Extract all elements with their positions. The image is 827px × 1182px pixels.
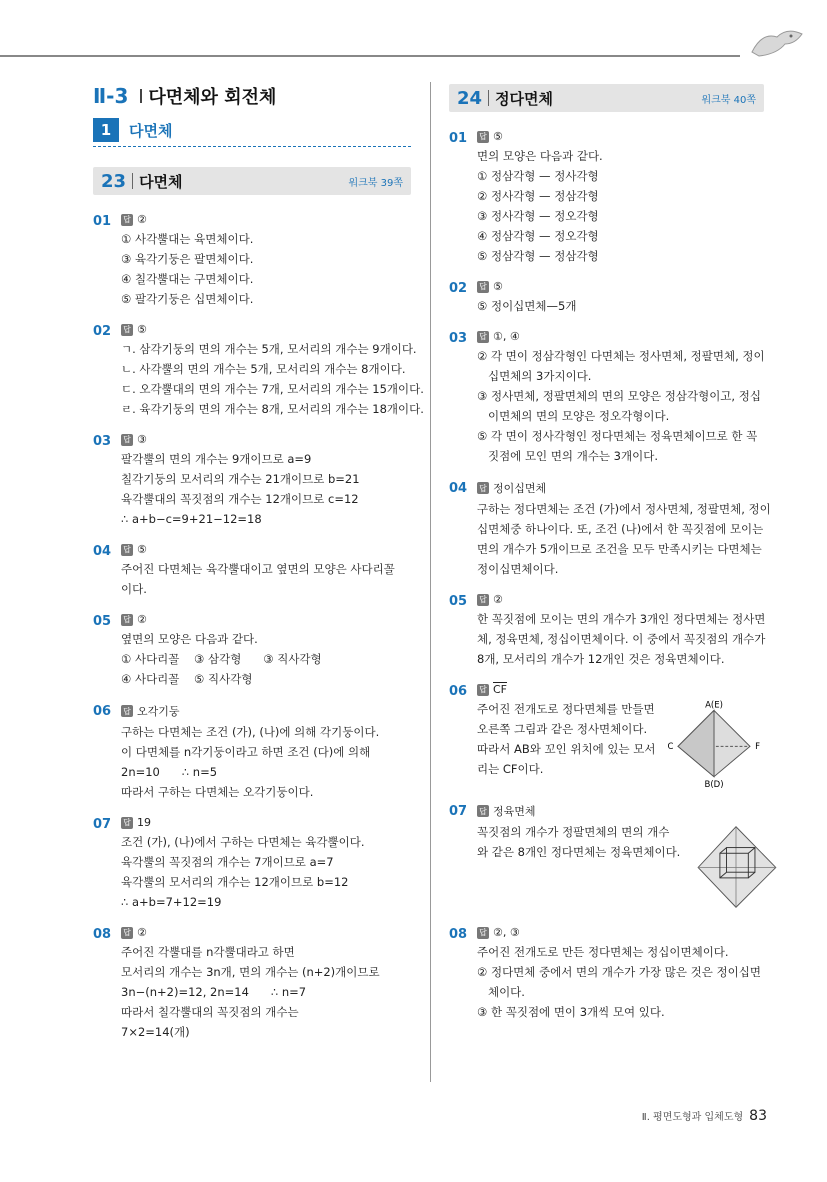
problem-number: 08 <box>93 927 112 942</box>
workbook-reference: 워크북 40쪽 <box>701 94 756 106</box>
problem-number: 04 <box>449 481 468 496</box>
problem-item <box>93 323 424 419</box>
answer-icon: 답 <box>121 544 133 556</box>
solution-line: ㄴ. 사각뿔의 면의 개수는 5개, 모서리의 개수는 8개이다. <box>121 362 406 376</box>
problem-item <box>93 926 411 1042</box>
solution-line: ⑤ 정이십면체—5개 <box>477 299 577 313</box>
answer-text: 오각기둥 <box>137 705 180 718</box>
answer-text: ② <box>137 213 147 226</box>
problem-body <box>121 213 411 309</box>
solution-line: ㄹ. 육각기둥의 면의 개수는 8개, 모서리의 개수는 18개이다. <box>121 402 424 416</box>
solution-line: 주어진 각뿔대를 n각뿔대라고 하면 <box>121 945 295 959</box>
solution-line: ⑤ 각 면이 정사각형인 정다면체는 정육면체이므로 한 꼭 <box>477 429 758 443</box>
answer-row <box>121 926 411 939</box>
topic-number: 23 <box>101 170 127 192</box>
solution-line: 3n−(n+2)=12, 2n=14 ∴ n=7 <box>121 985 307 999</box>
solution-line: ㄷ. 오각뿔대의 면의 개수는 7개, 모서리의 개수는 15개이다. <box>121 382 424 396</box>
answer-row <box>477 280 764 293</box>
answer-text: ②, ③ <box>493 926 520 939</box>
column-divider <box>430 82 431 1082</box>
solution-line: 7×2=14(개) <box>121 1025 190 1039</box>
answer-text: $\overline{CF}$ <box>493 683 508 696</box>
problem-number: 03 <box>449 331 468 346</box>
problem-item <box>449 330 764 466</box>
answer-icon: 답 <box>477 331 489 343</box>
section-header <box>93 118 411 147</box>
solution-line: 육각뿔의 꼭짓점의 개수는 7개이므로 a=7 <box>121 855 334 869</box>
answer-icon: 답 <box>477 805 489 817</box>
solution-line: ⑤ 팔각기둥은 십면체이다. <box>121 292 254 306</box>
topic-separator <box>132 173 133 189</box>
answer-row <box>121 543 411 556</box>
solution-line: ② 정다면체 중에서 면의 개수가 가장 많은 것은 정이십면 <box>477 965 761 979</box>
answer-row <box>121 213 411 226</box>
solution-line: 십면체중 하나이다. 또, 조건 (나)에서 한 꼭짓점에 모이는 <box>477 522 764 536</box>
solution-line: ② 정사각형 — 정삼각형 <box>477 189 599 203</box>
solution-line: ① 사다리꼴 ③ 삼각형 ③ 직사각형 <box>121 652 322 666</box>
workbook-reference: 워크북 39쪽 <box>348 177 403 189</box>
solution-line: 따라서 AB와 꼬인 위치에 있는 모서 <box>477 742 656 756</box>
answer-icon: 답 <box>121 927 133 939</box>
problem-item <box>93 613 411 689</box>
problem-body <box>121 926 411 1042</box>
problem-number: 06 <box>449 684 468 699</box>
solution-line: ② 각 면이 정삼각형인 다면체는 정사면체, 정팔면체, 정이 <box>477 349 765 363</box>
problem-item <box>93 213 411 309</box>
solution-line: ㄱ. 삼각기둥의 면의 개수는 5개, 모서리의 개수는 9개이다. <box>121 342 417 356</box>
solution-line: 이다. <box>121 582 147 596</box>
solution-line: 와 같은 8개인 정다면체는 정육면체이다. <box>477 845 681 859</box>
topic-name: 정다면체 <box>495 89 554 108</box>
answer-row <box>121 816 411 829</box>
problem-item <box>93 543 411 599</box>
answer-text: ② <box>137 926 147 939</box>
text-with-figure <box>477 699 764 789</box>
problem-item <box>449 803 764 912</box>
text-column <box>477 822 680 912</box>
answer-row <box>121 613 411 626</box>
topic-name: 다면체 <box>139 172 183 191</box>
figure-vertex-label: A(E) <box>705 700 723 711</box>
solution-line: ∴ a+b−c=9+21−12=18 <box>121 512 262 526</box>
problem-number: 05 <box>449 594 468 609</box>
answer-icon: 답 <box>121 214 133 226</box>
solution-line: 주어진 다면체는 육각뿔대이고 옆면의 모양은 사다리꼴 <box>121 562 395 576</box>
top-rule <box>0 55 740 57</box>
solution-line: 이 다면체를 n각기둥이라고 하면 조건 (다)에 의해 <box>121 745 371 759</box>
solution-line: 구하는 정다면체는 조건 (가)에서 정사면체, 정팔면체, 정이 <box>477 502 771 516</box>
solution-line: ④ 정삼각형 — 정오각형 <box>477 229 599 243</box>
topic-number: 24 <box>457 87 483 109</box>
answer-text: ③ <box>137 433 147 446</box>
solution-line: ③ 한 꼭짓점에 면이 3개씩 모여 있다. <box>477 1005 665 1019</box>
answer-row <box>477 330 765 343</box>
problem-number: 01 <box>93 214 112 229</box>
solution-line: 한 꼭짓점에 모이는 면의 개수가 3개인 정다면체는 정사면 <box>477 612 766 626</box>
solution-line: ④ 사다리꼴 ⑤ 직사각형 <box>121 672 253 686</box>
problem-item <box>449 683 764 789</box>
problem-body <box>477 330 765 466</box>
right-problem-list <box>449 130 771 1022</box>
figure-vertex-label: B(D) <box>704 780 724 789</box>
problem-body <box>121 703 411 802</box>
solution-line: 체, 정육면체, 정십이면체이다. 이 중에서 꼭짓점의 개수가 <box>477 632 766 646</box>
topic-header-23 <box>93 167 411 195</box>
answer-icon: 답 <box>121 324 133 336</box>
answer-icon: 답 <box>477 927 489 939</box>
solution-line: 육각뿔의 모서리의 개수는 12개이므로 b=12 <box>121 875 349 889</box>
problem-item <box>93 433 411 529</box>
answer-row <box>477 803 786 819</box>
figure-vertex-label: C <box>667 742 674 753</box>
unit-title <box>93 82 411 110</box>
answer-icon: 답 <box>477 594 489 606</box>
answer-icon: 답 <box>477 482 489 494</box>
problem-number: 02 <box>449 281 468 296</box>
solution-line: 면의 모양은 다음과 같다. <box>477 149 603 163</box>
figure-vertex-label: F <box>755 742 761 753</box>
problem-body <box>477 803 786 912</box>
solution-line: 주어진 전개도로 만든 정다면체는 정십이면체이다. <box>477 945 729 959</box>
solution-line: 리는 CF이다. <box>477 762 544 776</box>
answer-text: ⑤ <box>493 280 503 293</box>
answer-row <box>121 703 411 719</box>
solution-line: 면의 개수가 5개이므로 조건을 모두 만족시키는 다면체는 <box>477 542 762 556</box>
solution-line: 따라서 구하는 다면체는 오각기둥이다. <box>121 785 314 799</box>
answer-text: 정이십면체 <box>493 482 547 495</box>
problem-number: 02 <box>93 324 112 339</box>
solution-line: 팔각뿔의 면의 개수는 9개이므로 a=9 <box>121 452 312 466</box>
answer-row <box>477 926 764 939</box>
left-problem-list <box>93 213 424 1042</box>
unit-name: 다면체와 회전체 <box>148 87 277 108</box>
solution-line: 구하는 다면체는 조건 (가), (나)에 의해 각기둥이다. <box>121 725 380 739</box>
answer-icon: 답 <box>477 684 489 696</box>
problem-item <box>449 593 764 669</box>
problem-item <box>449 130 764 266</box>
problem-body <box>477 280 764 316</box>
solution-line: 칠각기둥의 모서리의 개수는 21개이므로 b=21 <box>121 472 360 486</box>
solution-line: 8개, 모서리의 개수가 12개인 것은 정육면체이다. <box>477 652 725 666</box>
solution-line: ⑤ 정삼각형 — 정삼각형 <box>477 249 599 263</box>
answer-icon: 답 <box>121 705 133 717</box>
problem-body <box>121 816 411 912</box>
answer-row <box>121 433 411 446</box>
solution-line: 모서리의 개수는 3n개, 면의 개수는 (n+2)개이므로 <box>121 965 380 979</box>
answer-row <box>477 130 764 143</box>
topic-header-24 <box>449 84 764 112</box>
answer-text: ①, ④ <box>493 330 520 343</box>
answer-row <box>477 593 765 606</box>
text-with-figure <box>477 822 786 912</box>
section-number: 1 <box>93 118 119 142</box>
answer-row <box>477 683 764 696</box>
topic-separator <box>488 90 489 106</box>
solution-line: 오른쪽 그림과 같은 정사면체이다. <box>477 722 648 736</box>
answer-icon: 답 <box>121 817 133 829</box>
problem-body <box>121 323 424 419</box>
problem-body <box>477 130 764 266</box>
solution-line: 옆면의 모양은 다음과 같다. <box>121 632 258 646</box>
problem-number: 04 <box>93 544 112 559</box>
problem-item <box>449 280 764 316</box>
octahedron-cube-figure <box>686 822 786 912</box>
problem-item <box>449 480 771 579</box>
solution-line: 육각뿔대의 꼭짓점의 개수는 12개이므로 c=12 <box>121 492 359 506</box>
unit-number: Ⅱ-3 <box>93 84 129 108</box>
problem-body <box>121 543 411 599</box>
section-name: 다면체 <box>129 121 173 140</box>
solution-line: 따라서 칠각뿔대의 꼭짓점의 개수는 <box>121 1005 299 1019</box>
solution-line: ③ 육각기둥은 팔면체이다. <box>121 252 254 266</box>
solution-line: 조건 (가), (나)에서 구하는 다면체는 육각뿔이다. <box>121 835 365 849</box>
problem-body <box>477 593 765 669</box>
problem-item <box>449 926 764 1022</box>
solution-line: ① 정삼각형 — 정사각형 <box>477 169 599 183</box>
problem-body <box>477 683 764 789</box>
problem-number: 03 <box>93 434 112 449</box>
page-footer <box>642 1108 767 1124</box>
problem-item <box>93 816 411 912</box>
problem-body <box>477 926 764 1022</box>
footer-chapter: Ⅱ. 평면도형과 입체도형 <box>641 1112 744 1123</box>
problem-item <box>93 703 411 802</box>
answer-icon: 답 <box>477 131 489 143</box>
answer-text: 19 <box>137 816 151 829</box>
left-column <box>93 82 424 1042</box>
answer-icon: 답 <box>121 434 133 446</box>
problem-number: 07 <box>449 804 468 819</box>
solution-line: 꼭짓점의 개수가 정팔면체의 면의 개수 <box>477 825 670 839</box>
problem-body <box>477 480 771 579</box>
answer-text: ② <box>493 593 503 606</box>
solution-line: ① 사각뿔대는 육면체이다. <box>121 232 254 246</box>
solution-line: 십면체의 3가지이다. <box>477 369 592 383</box>
solution-line: ④ 칠각뿔대는 구면체이다. <box>121 272 254 286</box>
unit-bar <box>140 89 142 103</box>
solution-line: ③ 정사면체, 정팔면체의 면의 모양은 정삼각형이고, 정십 <box>477 389 761 403</box>
problem-number: 05 <box>93 614 112 629</box>
solution-line: 2n=10 ∴ n=5 <box>121 765 218 779</box>
solution-line: 짓점에 모인 면의 개수는 3개이다. <box>477 449 658 463</box>
answer-text: 정육면체 <box>493 805 536 818</box>
answer-text: ⑤ <box>493 130 503 143</box>
solution-line: 이면체의 면의 모양은 정오각형이다. <box>477 409 670 423</box>
problem-number: 07 <box>93 817 112 832</box>
problem-number: 01 <box>449 131 468 146</box>
answer-icon: 답 <box>121 614 133 626</box>
answer-text: ② <box>137 613 147 626</box>
solution-line: 체이다. <box>477 985 525 999</box>
answer-row <box>121 323 424 336</box>
page-number: 83 <box>749 1108 767 1124</box>
right-column <box>449 82 771 1022</box>
problem-number: 06 <box>93 704 112 719</box>
solution-line: 정이십면체이다. <box>477 562 559 576</box>
solution-line: 주어진 전개도로 정다면체를 만들면 <box>477 702 655 716</box>
tetrahedron-figure <box>664 699 764 789</box>
dragon-illustration <box>747 22 807 62</box>
solution-line: ③ 정사각형 — 정오각형 <box>477 209 599 223</box>
text-column <box>477 699 658 789</box>
problem-body <box>121 433 411 529</box>
answer-icon: 답 <box>477 281 489 293</box>
problem-number: 08 <box>449 927 468 942</box>
answer-text: ⑤ <box>137 323 147 336</box>
answer-text: ⑤ <box>137 543 147 556</box>
solution-line: ∴ a+b=7+12=19 <box>121 895 222 909</box>
answer-row <box>477 480 771 496</box>
problem-body <box>121 613 411 689</box>
